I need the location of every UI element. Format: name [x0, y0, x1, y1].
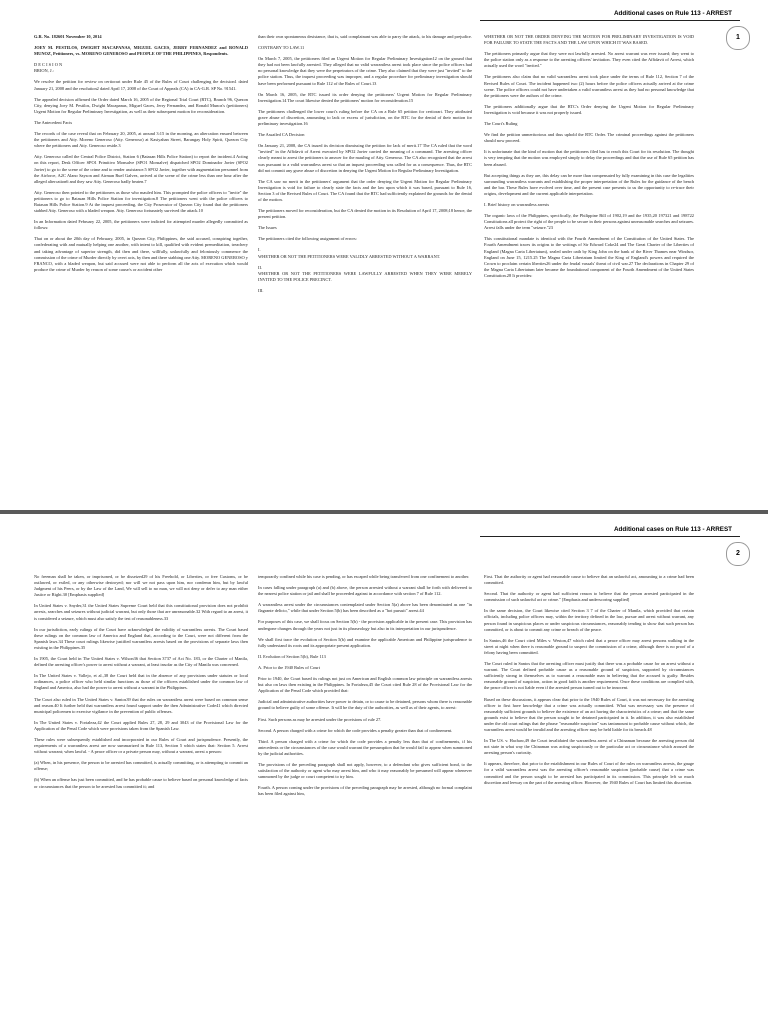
text-column-left — [34, 574, 248, 795]
paragraph: The Court's Ruling — [484, 121, 518, 127]
paragraph: For purposes of this case, we shall focus on Section 5(b) - the provision applicable in the present case. This provision has undergone changes through the years not just in its phraseology but also in its interpretation in our jurisprudence. — [258, 619, 472, 631]
paragraph: temporarily confined while his case is pending, or has escaped while being transferred from one confinement to another. — [258, 574, 470, 579]
paragraph: A. Prior to the 1940 Rules of Court — [258, 664, 320, 670]
page-header: Additional cases on Rule 113 - ARREST — [613, 10, 732, 17]
paragraph: I. Brief history on warrantless arrests — [484, 201, 550, 207]
paragraph: These rules were subsequently established and incorporated in our Rules of Court and jurisprudence. Presently, the requirements of a warrantless arrest are now summarized in Rule 113, Section 5 which states that: Section 5. Arrest without warrant; when lawful. - A peace officer or a private person may, without a warrant, arrest a person: — [34, 736, 248, 755]
document-page-1 — [0, 0, 768, 510]
header-rule — [480, 20, 740, 21]
paragraph: The petitioners challenged the lower court's ruling before the CA on a Rule 65 petition for certiorari. They attributed grave abuse of discretion, amounting to lack or excess of jurisdiction, on the RTC for the denial of their motion for preliminary investigation.16 — [258, 108, 472, 127]
paragraph: (a) When, in his presence, the person to be arrested has committed, is actually committing, or is attempting to commit an offense; — [34, 760, 248, 772]
paragraph: I. WHETHER OR NOT THE PETITIONERS WERE VALIDLY ARRESTED WITHOUT A WARRANT. — [258, 247, 441, 259]
paragraph: In The United States v. Fortaleza,42 the Court applied Rules 27, 28, 29 and 3043 of the Provisional Law for the Application of the Penal Code which were provisions taken from the Spanish Law. — [34, 719, 248, 731]
paragraph: First. Such persons as may be arrested under the provisions of rule 27. — [258, 716, 382, 722]
paragraph: WHETHER OR NOT THE ORDER DENYING THE MOTION FOR PRELIMINARY INVESTIGATION IS VOID FOR FAILURE TO STATE THE FACTS AND THE LAW UPON WHICH IT WAS BASED. — [484, 34, 694, 46]
paragraph: Judicial and administrative authorities have power to detain, or to cause to be detained, persons whom there is reasonable ground to believe guilty of some offense. It will be the duty of the authorities, as well as of their agents, to arrest: — [258, 699, 472, 711]
paragraph: CONTRARY TO LAW.11 — [258, 45, 305, 51]
page-header: Additional cases on Rule 113 - ARREST — [613, 526, 732, 533]
page-number-badge: 2 — [726, 542, 750, 566]
paragraph: Second. A person charged with a crime for which the code provides a penalty greater than that of confinement. — [258, 727, 453, 733]
paragraph: This constitutional mandate is identical with the Fourth Amendment of the Constitution of the United States. The Fourth Amendment traces its origins to the writings of Sir Edward Coke24 and The Great Charter of the Liberties of England (Magna Carta Libertatum), sealed under oath by King John on the bank of the River Thames near Windsor, England on June 15, 1215.25 The Magna Carta Libertatum limited the King of England's powers and required the Crown to proclaim certain liberties26 under the feudal vassals' threat of civil war.27 The declarations in Chapter 29 of the Magna Carta Libertatum later became the foundational component of the Fourth Amendment of the United States Constitution.28 It provides: — [484, 236, 694, 278]
paragraph: than their own spontaneous desistance, that is, said complainant was able to parry the attack, to his damage and prejudice. — [258, 34, 472, 39]
paragraph: Second. That the authority or agent had sufficient reason to believe that the person arrested participated in the commission of such unlawful act or crime." [Emphasis and underscoring supplied] — [484, 591, 694, 603]
paragraph: The Court also ruled in The United States v. Santos39 that the rules on warrantless arrest were based on common sense and reason.40 It further held that warrantless arrest found support under the then Administrative Code41 which directed municipal policemen to exercise vigilance in the prevention of public offenses. — [34, 696, 248, 714]
paragraph: The petitioners moved for reconsideration, but the CA denied the motion in its Resolution of April 17, 2008;18 hence, the present petition. — [258, 208, 472, 220]
paragraph: In United States v. Snyder,31 the United States Supreme Court held that this constitutional provision does not prohibit arrests, searches and seizures without judicial warrant, but only those that are unreasonable.32 With regard to an arrest, it is considered a seizure, which must also satisfy the test of reasonableness.33 — [34, 603, 248, 621]
paragraph: Atty. Generoso then pointed to the petitioners as those who mauled him. This prompted the police officers to "invite" the petitioners to go to Batasan Hills Police Station for investigation.8 The petitioners went with the police officers to Batasan Hills Police Station.9 At the inquest proceeding, the City Prosecutor of Quezon City found that the petitioners stabbed Atty. Generoso with a bladed weapon. Atty. Generoso fortunately survived the attack.10 — [34, 189, 248, 214]
paragraph: The appealed decision affirmed the Order dated March 16, 2005 of the Regional Trial Court (RTC), Branch 96, Quezon City, denying Joey M. Pestilos, Dwight Macapanas, Miguel Gaces, Jerry Fernandez, and Ronald Munoz's (petitioners) Urgent Motion for Regular Preliminary Investigation, as well as their subsequent motion for reconsideration. — [34, 96, 248, 114]
paragraph: In The US. v. Hachaw,49 the Court invalidated the warrantless arrest of a Chinaman because the arresting person did not state in what way the Chinaman was acting suspiciously or the particular act or circumstance which aroused the arresting person's curiosity. — [484, 738, 694, 756]
paragraph: The petitioners also claim that no valid warrantless arrest took place under the terms of Rule 112, Section 7 of the Revised Rules of Court. The incident happened two (2) hours before the police officers actually arrived at the crime scene. The police officers could not have undertaken a valid warrantless arrest as they had no personal knowledge that the petitioners were the authors of the crime. — [484, 74, 694, 98]
paragraph: The Assailed CA Decision — [258, 132, 305, 138]
paragraph: We resolve the petition for review on certiorari under Rule 45 of the Rules of Court challenging the decision1 dated January 21, 2008 and the resolution2 dated April 17, 2008 of the Court of Appeals (CA) in CA-G.R. SP No. 91541. — [34, 79, 248, 91]
paragraph: First. That the authority or agent had reasonable cause to believe that an unlawful act, amounting to a crime had been committed. — [484, 574, 694, 586]
document-page-2 — [0, 514, 768, 1024]
paragraph: The records of the case reveal that on February 20, 2005, at around 3:15 in the morning, an altercation ensued between the petitioners and Atty. Moreno Generoso (Atty. Generoso) at Kasiyahan Street, Barangay Holy Spirit, Quezon City where the petitioners and Atty. Generoso reside.3 — [34, 131, 248, 149]
paragraph: It is unfortunate that the kind of motion that the petitioners filed has to reach this Court for its resolution. The thought is very tempting that the motion was employed simply to delay the proceedings and that the use of Rule 65 petition has been abused. — [484, 149, 694, 167]
paragraph: The Antecedent Facts — [34, 119, 73, 125]
text-column-right — [484, 574, 694, 791]
paragraph: II. WHETHER OR NOT THE PETITIONERS WERE LAWFULLY ARRESTED WHEN THEY WERE MERELY INVITED TO THE POLICE PRECINCT. — [258, 264, 472, 282]
paragraph: On March 16, 2005, the RTC issued its order denying the petitioners' Urgent Motion for Regular Preliminary Investigation.14 The court likewise denied the petitioners' motion for reconsideration.15 — [258, 91, 472, 103]
paragraph: Prior to 1940, the Court based its rulings not just on American and English common law principle on warrantless arrests but also on laws then existing in the Philippines. In Fortaleza,45 the Court cited Rule 28 of the Provisional Law for the Application of the Penal Code which provided that: — [258, 676, 472, 694]
paragraph: The CA saw no merit in the petitioners' argument that the order denying the Urgent Motion for Regular Preliminary Investigation is void for failure to clearly state the facts and the law upon which it was based, pursuant to Rule 16, Section 3 of the Revised Rules of Court. The CA found that the RTC had sufficiently explained the grounds for the denial of the motion. — [258, 178, 472, 202]
paragraph: G.R. No. 182601 November 10, 2014 — [34, 34, 102, 39]
page-number-badge: 1 — [726, 26, 750, 50]
paragraph: (b) When an offense has just been committed, and he has probable cause to believe based on personal knowledge of facts or circumstances that the person to be arrested has committed it; and — [34, 777, 248, 789]
text-column-middle — [258, 574, 472, 802]
paragraph: In Santos,46 the Court cited Miles v. Weston,47 which ruled that a peace officer may arrest persons walking in the street at night when there is reasonable ground to suspect the commission of a crime, although there is no proof of a felony having been committed. — [484, 637, 694, 655]
text-column-middle — [258, 34, 472, 299]
paragraph: The petitioners primarily argue that they were not lawfully arrested. No arrest warrant was ever issued; they went to the police station only as a response to the arresting officers' invitation. They even cited the Affidavit of Arrest, which actually used the word "invited." — [484, 51, 694, 69]
header-rule — [480, 536, 740, 537]
paragraph: III. — [258, 287, 264, 293]
paragraph: The petitioners additionally argue that the RTC's Order denying the Urgent Motion for Regular Preliminary Investigation is void because it was not properly issued. — [484, 103, 694, 115]
paragraph: JOEY M. PESTILOS, DWIGHT MACAPANAS, MIGUEL GACES, JERRY FERNANDEZ and RONALD MUNOZ, Petitioners, vs. MORENO GENEROSO and PEOPLE OF THE PHILIPPINES, Respondents. — [34, 45, 248, 57]
paragraph: II. Evolution of Section 5(b), Rule 113 — [258, 653, 326, 659]
paragraph: The provisions of the preceding paragraph shall not apply, however, to a defendant who gives sufficient bond, to the satisfaction of the authority or agent who may arrest him, and who it may reasonably be presumed will appear whenever summoned by the judge or court competent to try him. — [258, 761, 472, 780]
paragraph: Atty. Generoso called the Central Police District, Station 6 (Batasan Hills Police Station) to report the incident.4 Acting on this report, Desk Officer SPO1 Primitivo Monsalve (SPO1 Monsalve) dispatched SPO2 Dominador Javier (SPO2 Javier) to go to the scene of the crime and to render assistance.5 SPO2 Javier, together with augmentation personnel from the Airforce, A2C Alano Sayson and Airman Ruel Galvez, arrived at the scene of the crime less than one hour after the alleged altercation6 and they saw Atty. Generoso badly beaten.7 — [34, 154, 248, 184]
paragraph: In cases falling under paragraph (a) and (b) above, the person arrested without a warrant shall be forth with delivered to the nearest police station or jail and shall be proceeded against in accordance with section 7 of Rule 112. — [258, 585, 472, 597]
paragraph: Third. A person charged with a crime for which the code provides a penalty less than that of confinements, if his antecedents or the circumstances of the case would warrant the presumption that he would fail to appear when summoned by the judicial authorities. — [258, 738, 472, 756]
paragraph: We find the petition unmeritorious and thus uphold the RTC Order. The criminal proceedings against the petitioners should now proceed. — [484, 132, 694, 144]
paragraph: In an Information dated February 22, 2005, the petitioners were indicted for attempted murder allegedly committed as follows: — [34, 219, 248, 231]
paragraph: It appears, therefore, that prior to the establishment in our Rules of Court of the rules on warrantless arrests, the gauge for a valid warrantless arrest was the arresting officer's reasonable suspicion (probable cause) that a crime was committed and the person sought to be arrested has participated in its commission. This principle left so much discretion and leeway on the part of the arresting officer. However, the 1940 Rules of Court has limited this discretion. — [484, 761, 694, 785]
paragraph: D E C I S I O N BRION, J.: — [34, 62, 63, 74]
paragraph: We shall first trace the evolution of Section 5(b) and examine the applicable American and Philippine jurisprudence to fully understand its roots and its appropriate present application. — [258, 636, 472, 648]
paragraph: But accepting things as they are, this delay can be more than compensated by fully examining in this case the legalities surrounding warrantless warrants and establishing the proper interpretation of the Rules for the guidance of the bench and the bar. These Rules have evolved over time, and the present case presents to us the opportunity to re-trace their origins, development and the current applicable interpretation. — [484, 172, 694, 196]
paragraph: No freeman shall be taken, or imprisoned, or be disseized29 of his Freehold, or Liberties, or free Customs, or be outlawed, or exiled, or any otherwise destroyed; nor will we not pass upon him, nor condemn him, but by lawful Judgment of his Peers, or by the Law of the Land, We will sell to no man, we will not deny or defer to any man either Justice or Right.30 [Emphasis supplied] — [34, 574, 248, 598]
paragraph: In the same decision, the Court likewise cited Section 3 7 of the Charter of Manila, which provided that certain officials, including police officers may, within the territory defined in the law, pursue and arrest without warrant, any person found in suspicious places or under suspicious circumstances, reasonably tending to show that such person has committed, or is about to commit any crime or breach of the peace. — [484, 608, 694, 632]
text-column-right — [484, 34, 694, 284]
text-column-left — [34, 34, 248, 278]
paragraph: In 1905, the Court held in The United States v. Wilson36 that Section 3737 of Act No. 183, or the Charter of Manila, defined the arresting officer's power to arrest without a warrant, at least insofar as the City of Manila was concerned. — [34, 656, 248, 668]
paragraph: Fourth. A person coming under the provisions of the preceding paragraph may be arrested, although no formal complaint has been filed against him, — [258, 785, 472, 797]
paragraph: A warrantless arrest under the circumstances contemplated under Section 5(a) above has been denominated as one "in flagrante delicto," while that under Section 5(b) has been described as a "hot pursuit" arrest.44 — [258, 602, 472, 614]
paragraph: Based on these discussions, it appears clear that prior to the 1940 Rules of Court, it was not necessary for the arresting officer to first have knowledge that a crime was actually committed. What was necessary was the presence of reasonably sufficient grounds to believe the existence of an act having the characteristics of a crime; and that the same grounds exist to believe that the person sought to be detained participated in it. In addition, it was also established under the old court rulings that the phrase "reasonable suspicion" was tantamount to probable cause without which, the warrantless arrest would be invalid and the arresting officer may be held liable for its breach.48 — [484, 696, 694, 732]
paragraph: The organic laws of the Philippines, specifically, the Philippine Bill of 1902,19 and the 1935,20 197321 and 198722 Constitutions all protect the right of the people to be secure in their persons against unreasonable searches and seizures. Arrest falls under the term "seizure."23 — [484, 213, 694, 231]
paragraph: On January 21, 2008, the CA issued its decision dismissing the petition for lack of merit.17 The CA ruled that the word "invited" in the Affidavit of Arrest executed by SPO2 Javier carried the meaning of a command. The arresting officer clearly meant to arrest the petitioners to answer for the mauling of Atty. Generoso. The CA also recognized that the arrest was pursuant to a valid warrantless arrest so that an inquest proceeding was called for as a consequence. Thus, the RTC did not commit any grave abuse of discretion in denying the Urgent Motion for Regular Preliminary Investigation. — [258, 143, 472, 173]
paragraph: On March 7, 2005, the petitioners filed an Urgent Motion for Regular Preliminary Investigation12 on the ground that they had not been lawfully arrested. They alleged that no valid warrantless arrest took place since the police officers had no personal knowledge that they were the perpetrators of the crime. They also claimed that they were just "invited" to the police station. Thus, the inquest proceeding was improper, and a regular procedure for preliminary investigation should have been performed pursuant to Rule 112 of the Rules of Court.13 — [258, 56, 472, 86]
paragraph: The Issues — [258, 225, 277, 231]
paragraph: In our jurisdiction, early rulings of the Court have acknowledged the validity of warrantless arrests. The Court based these rulings on the common law of America and England that, according to the Court, were not different from the Spanish laws.34 These court rulings likewise justified warrantless arrests based on the provisions of separate laws then existing in the Philippines.35 — [34, 626, 248, 650]
paragraph: In The United States v. Vallejo, et al.,38 the Court held that in the absence of any provisions under statutes or local ordinances, a police officer who held similar functions as those of the officers established under the common law of England and America, also had the power to arrest without a warrant in the Philippines. — [34, 673, 248, 691]
paragraph: The Court ruled in Santos that the arresting officer must justify that there was a probable cause for an arrest without a warrant. The Court defined probable cause as a reasonable ground of suspicion, supported by circumstances sufficiently strong in themselves as to warrant a reasonable man in believing that the accused is guilty. Besides reasonable ground of suspicion, action in good faith is another requirement. Once these conditions are complied with, the peace officer is not liable even if the arrested person turned out to be innocent. — [484, 661, 694, 691]
paragraph: The petitioners cited the following assignment of errors: — [258, 236, 357, 242]
paragraph: That on or about the 20th day of February, 2005, in Quezon City, Philippines, the said accused, conspiring together, confederating with and mutually helping one another, with intent to kill, qualified with evident premeditation, treachery and taking advantage of superior strength, did then and there, willfully, unlawfully and feloniously commence the commission of the crime of Murder directly by overt acts, by then and there stabbing one Atty. MORENO GENEROSO y FRANCO, with a bladed weapon, but said accused were not able to perform all the acts of execution which would produce the crime of Murder by reason of some cause/s or accident other — [34, 236, 248, 272]
